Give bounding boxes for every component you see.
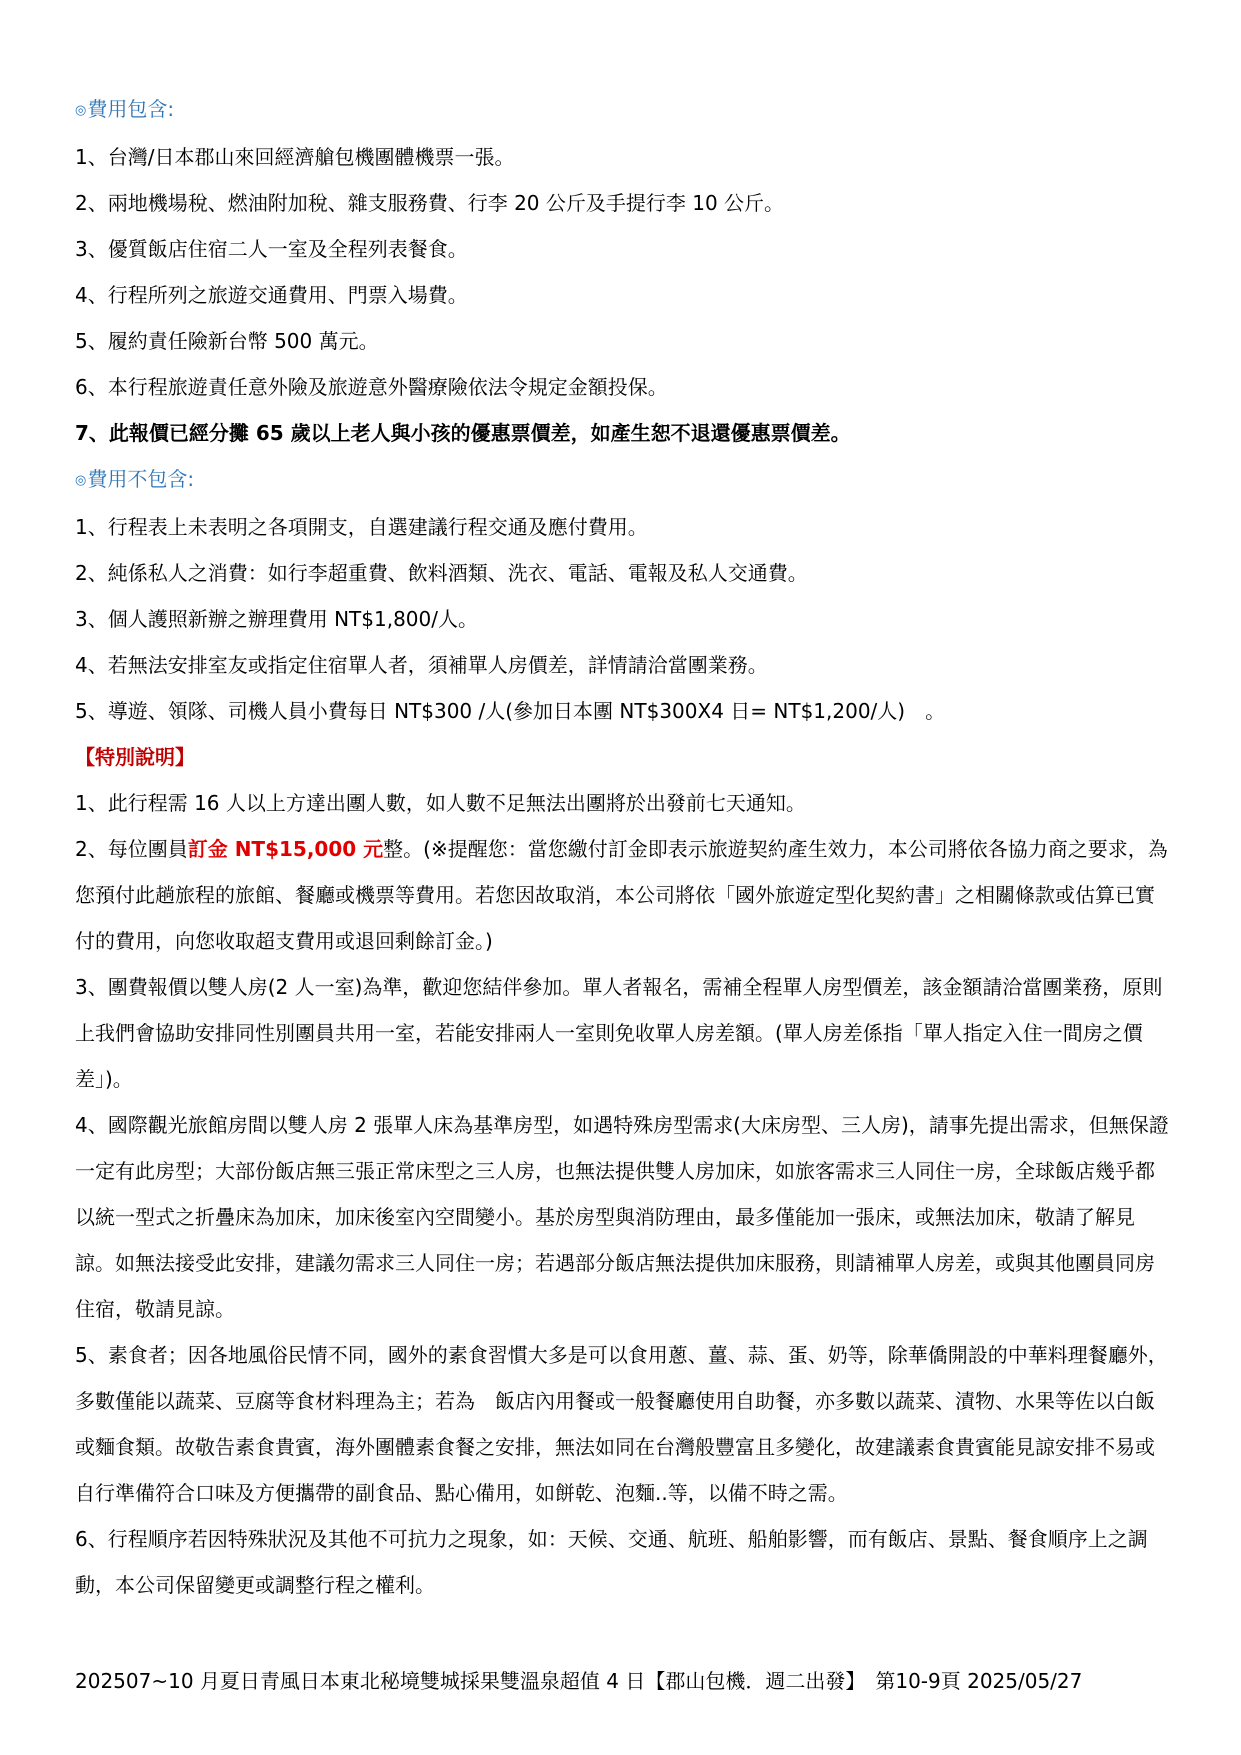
excluded-heading-text: 費用不包含: [87,467,195,491]
bullet-icon: ◎ [75,103,87,118]
document-content [75,86,1171,1608]
excluded-heading [75,456,1171,504]
included-item-5: 5、履約責任險新台幣 500 萬元。 [75,329,379,353]
special-item-2 [75,826,1171,964]
special-item-2-prefix: 2、每位團員 [75,837,188,861]
included-item-1: 1、台灣/日本郡山來回經濟艙包機團體機票一張。 [75,145,515,169]
special-item-1: 1、此行程需 16 人以上方達出團人數，如人數不足無法出團將於出發前七天通知。 [75,791,806,815]
excluded-item-3: 3、個人護照新辦之辦理費用 NT$1,800/人。 [75,607,478,631]
deposit-amount: 訂金 NT$15,000 元 [187,837,384,861]
special-item-5: 5、素食者；因各地風俗民情不同，國外的素食習慣大多是可以食用蔥、薑、蒜、蛋、奶等，除華僑開設的中華料理餐廳外，多數僅能以蔬菜、豆腐等食材料理為主；若為 飯店內用餐或一般餐廳使用自助餐，亦多數以蔬菜、漬物、水果等佐以白飯或麵食類。故敬告素食貴賓，海外團體素食餐之安排，無法如同在台灣般豐富且多變化，故建議素食貴賓能見諒安排不易或自行準備符合口味及方便攜帶的副食品、點心備用，如餅乾、泡麵..等，以備不時之需。 [75,1343,1168,1505]
page-footer: 202507~10 月夏日青風日本東北秘境雙城採果雙溫泉超值 4 日【郡山包機．週二出發】 第10-9頁 2025/05/27 [75,1669,1083,1693]
excluded-item-1: 1、行程表上未表明之各項開支，自選建議行程交通及應付費用。 [75,515,648,539]
included-item-6: 6、本行程旅遊責任意外險及旅遊意外醫療險依法令規定金額投保。 [75,375,668,399]
special-item-3: 3、團費報價以雙人房(2 人一室)為準，歡迎您結伴參加。單人者報名，需補全程單人房型價差，該金額請洽當團業務，原則上我們會協助安排同性別團員共用一室，若能安排兩人一室則免收單人房差額。(單人房差係指「單人指定入住一間房之價差」)。 [75,975,1163,1091]
included-item-2: 2、兩地機場稅、燃油附加稅、雜支服務費、行李 20 公斤及手提行李 10 公斤。 [75,191,785,215]
included-heading [75,86,1171,134]
bullet-icon: ◎ [75,473,87,488]
special-item-6: 6、行程順序若因特殊狀況及其他不可抗力之現象，如：天候、交通、航班、船舶影響，而有飯店、景點、餐食順序上之調動，本公司保留變更或調整行程之權利。 [75,1527,1148,1597]
excluded-item-5: 5、導遊、領隊、司機人員小費每日 NT$300 /人(參加日本團 NT$300X4 日= NT$1,200/人) 。 [75,699,946,723]
included-heading-text: 費用包含: [87,97,175,121]
included-item-4: 4、行程所列之旅遊交通費用、門票入場費。 [75,283,468,307]
excluded-item-2: 2、純係私人之消費：如行李超重費、飲料酒類、洗衣、電話、電報及私人交通費。 [75,561,808,585]
included-item-7: 7、此報價已經分攤 65 歲以上老人與小孩的優惠票價差，如產生恕不退還優惠票價差。 [75,421,851,445]
included-item-3: 3、優質飯店住宿二人一室及全程列表餐食。 [75,237,468,261]
excluded-item-4: 4、若無法安排室友或指定住宿單人者，須補單人房價差，詳情請洽當團業務。 [75,653,768,677]
special-item-2-suffix: 整。(※提醒您：當您繳付訂金即表示旅遊契約產生效力，本公司將依各協力商之要求，為您預付此趟旅程的旅館、餐廳或機票等費用。若您因故取消，本公司將依「國外旅遊定型化契約書」之相關條款或估算已實付的費用，向您收取超支費用或退回剩餘訂金。) [75,837,1168,953]
special-item-4: 4、國際觀光旅館房間以雙人房 2 張單人床為基準房型，如遇特殊房型需求(大床房型、三人房)，請事先提出需求，但無保證一定有此房型；大部份飯店無三張正常床型之三人房，也無法提供雙人房加床，如旅客需求三人同住一房，全球飯店幾乎都以統一型式之折疊床為加床，加床後室內空間變小。基於房型與消防理由，最多僅能加一張床，或無法加床，敬請了解見諒。如無法接受此安排，建議勿需求三人同住一房；若遇部分飯店無法提供加床服務，則請補單人房差，或與其他團員同房住宿，敬請見諒。 [75,1113,1169,1321]
special-heading: 【特別說明】 [75,745,195,769]
